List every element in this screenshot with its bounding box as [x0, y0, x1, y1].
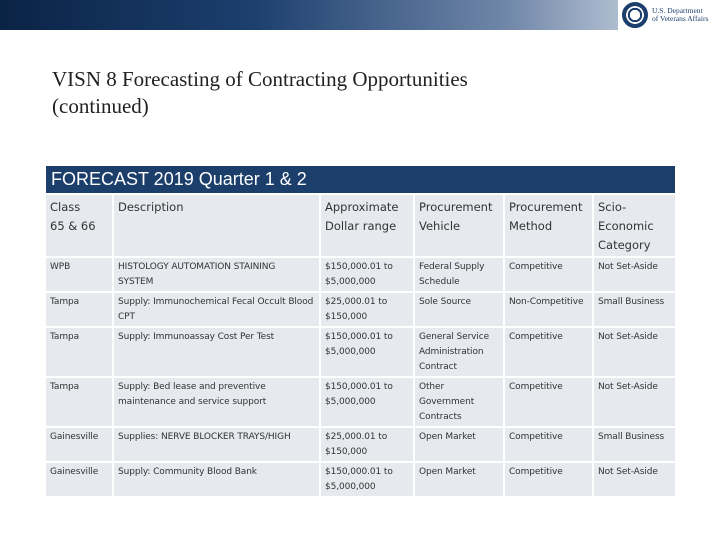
cell-vehicle: [414, 257, 504, 292]
cell-line: $150,000: [325, 447, 368, 457]
cell-location: [46, 427, 113, 462]
cell-description: [113, 462, 320, 497]
table-row: [46, 327, 675, 377]
cell-line: Tampa: [50, 297, 80, 307]
header-procurement-vehicle: [414, 195, 504, 257]
slide-title-line-2: (continued): [52, 94, 149, 118]
cell-location: [46, 292, 113, 327]
cell-line: $150,000.01 to: [325, 467, 393, 477]
cell-line: $5,000,000: [325, 397, 376, 407]
cell-method: [504, 257, 593, 292]
cell-line: General Service: [419, 332, 490, 342]
header-line: Method: [509, 219, 553, 233]
cell-description: [113, 327, 320, 377]
cell-dollar-range: [320, 462, 414, 497]
cell-dollar-range: [320, 257, 414, 292]
cell-line: Supply: Bed lease and preventive: [118, 382, 266, 392]
header-line: Approximate: [325, 200, 399, 214]
header-line: Economic: [598, 219, 654, 233]
cell-description: [113, 377, 320, 427]
cell-dollar-range: [320, 327, 414, 377]
table-row: [46, 462, 675, 497]
cell-location: [46, 462, 113, 497]
header-description: [113, 195, 320, 257]
cell-line: $150,000.01 to: [325, 332, 393, 342]
cell-line: $150,000.01 to: [325, 262, 393, 272]
forecast-table: [46, 195, 675, 498]
cell-line: HISTOLOGY AUTOMATION STAINING: [118, 262, 276, 272]
cell-line: $5,000,000: [325, 277, 376, 287]
header-procurement-method: [504, 195, 593, 257]
cell-vehicle: [414, 427, 504, 462]
cell-line: Federal Supply: [419, 262, 485, 272]
va-seal-icon: [622, 2, 648, 28]
cell-dollar-range: [320, 292, 414, 327]
table-row: [46, 377, 675, 427]
cell-dollar-range: [320, 427, 414, 462]
cell-line: Tampa: [50, 332, 80, 342]
va-logo: [618, 0, 720, 30]
cell-category: [593, 377, 675, 427]
header-dollar-range: [320, 195, 414, 257]
cell-line: $5,000,000: [325, 482, 376, 492]
cell-description: [113, 292, 320, 327]
cell-line: maintenance and service support: [118, 397, 267, 407]
cell-line: Competitive: [509, 432, 563, 442]
cell-vehicle: [414, 462, 504, 497]
header-class: [46, 195, 113, 257]
cell-category: [593, 462, 675, 497]
cell-method: [504, 377, 593, 427]
cell-line: Open Market: [419, 467, 476, 477]
cell-line: Competitive: [509, 332, 563, 342]
cell-line: SYSTEM: [118, 277, 154, 287]
cell-line: $5,000,000: [325, 347, 376, 357]
cell-line: CPT: [118, 312, 135, 322]
cell-line: Government: [419, 397, 475, 407]
header-line: Dollar range: [325, 219, 397, 233]
header-line: 65 & 66: [50, 219, 96, 233]
cell-method: [504, 427, 593, 462]
cell-line: Small Business: [598, 297, 665, 307]
cell-line: $150,000: [325, 312, 368, 322]
cell-location: [46, 327, 113, 377]
department-line-1: U.S. Department: [652, 6, 703, 15]
cell-vehicle: [414, 327, 504, 377]
department-name: [652, 7, 708, 23]
cell-line: Non-Competitive: [509, 297, 584, 307]
cell-line: Contracts: [419, 412, 462, 422]
cell-line: WPB: [50, 262, 71, 272]
slide-title: [52, 66, 672, 120]
cell-description: [113, 427, 320, 462]
cell-method: [504, 292, 593, 327]
cell-location: [46, 257, 113, 292]
header-line: Procurement: [509, 200, 583, 214]
cell-line: Competitive: [509, 467, 563, 477]
cell-line: Not Set-Aside: [598, 332, 658, 342]
cell-line: Not Set-Aside: [598, 467, 658, 477]
cell-line: Supply: Immunoassay Cost Per Test: [118, 332, 275, 342]
cell-line: Administration: [419, 347, 484, 357]
cell-line: $25,000.01 to: [325, 297, 388, 307]
cell-category: [593, 292, 675, 327]
cell-description: [113, 257, 320, 292]
table-row: [46, 427, 675, 462]
cell-line: $150,000.01 to: [325, 382, 393, 392]
cell-line: Contract: [419, 362, 457, 372]
cell-line: Not Set-Aside: [598, 382, 658, 392]
department-line-2: of Veterans Affairs: [652, 14, 709, 23]
cell-line: Other: [419, 382, 445, 392]
header-banner: [0, 0, 720, 30]
header-line: Category: [598, 238, 651, 252]
cell-line: Gainesville: [50, 467, 99, 477]
header-line: Vehicle: [419, 219, 461, 233]
cell-vehicle: [414, 292, 504, 327]
header-line: Scio-: [598, 200, 627, 214]
cell-line: Open Market: [419, 432, 476, 442]
cell-method: [504, 462, 593, 497]
cell-line: Supply: Immunochemical Fecal Occult Blood: [118, 297, 314, 307]
header-line: Description: [118, 200, 184, 214]
cell-line: Supply: Community Blood Bank: [118, 467, 257, 477]
cell-line: Small Business: [598, 432, 665, 442]
cell-line: Not Set-Aside: [598, 262, 658, 272]
forecast-heading: FORECAST 2019 Quarter 1 & 2: [46, 166, 675, 193]
cell-category: [593, 327, 675, 377]
table-header-row: [46, 195, 675, 257]
cell-line: Gainesville: [50, 432, 99, 442]
table-row: [46, 257, 675, 292]
cell-line: Tampa: [50, 382, 80, 392]
cell-category: [593, 257, 675, 292]
cell-location: [46, 377, 113, 427]
cell-line: Schedule: [419, 277, 460, 287]
cell-dollar-range: [320, 377, 414, 427]
cell-line: Sole Source: [419, 297, 471, 307]
cell-vehicle: [414, 377, 504, 427]
header-line: Procurement: [419, 200, 493, 214]
cell-method: [504, 327, 593, 377]
cell-line: Competitive: [509, 262, 563, 272]
cell-category: [593, 427, 675, 462]
cell-line: Supplies: NERVE BLOCKER TRAYS/HIGH: [118, 432, 291, 442]
cell-line: $25,000.01 to: [325, 432, 388, 442]
cell-line: Competitive: [509, 382, 563, 392]
header-socio-economic-category: [593, 195, 675, 257]
header-line: Class: [50, 200, 81, 214]
table-row: [46, 292, 675, 327]
slide-title-line-1: VISN 8 Forecasting of Contracting Opportunities: [52, 67, 468, 91]
